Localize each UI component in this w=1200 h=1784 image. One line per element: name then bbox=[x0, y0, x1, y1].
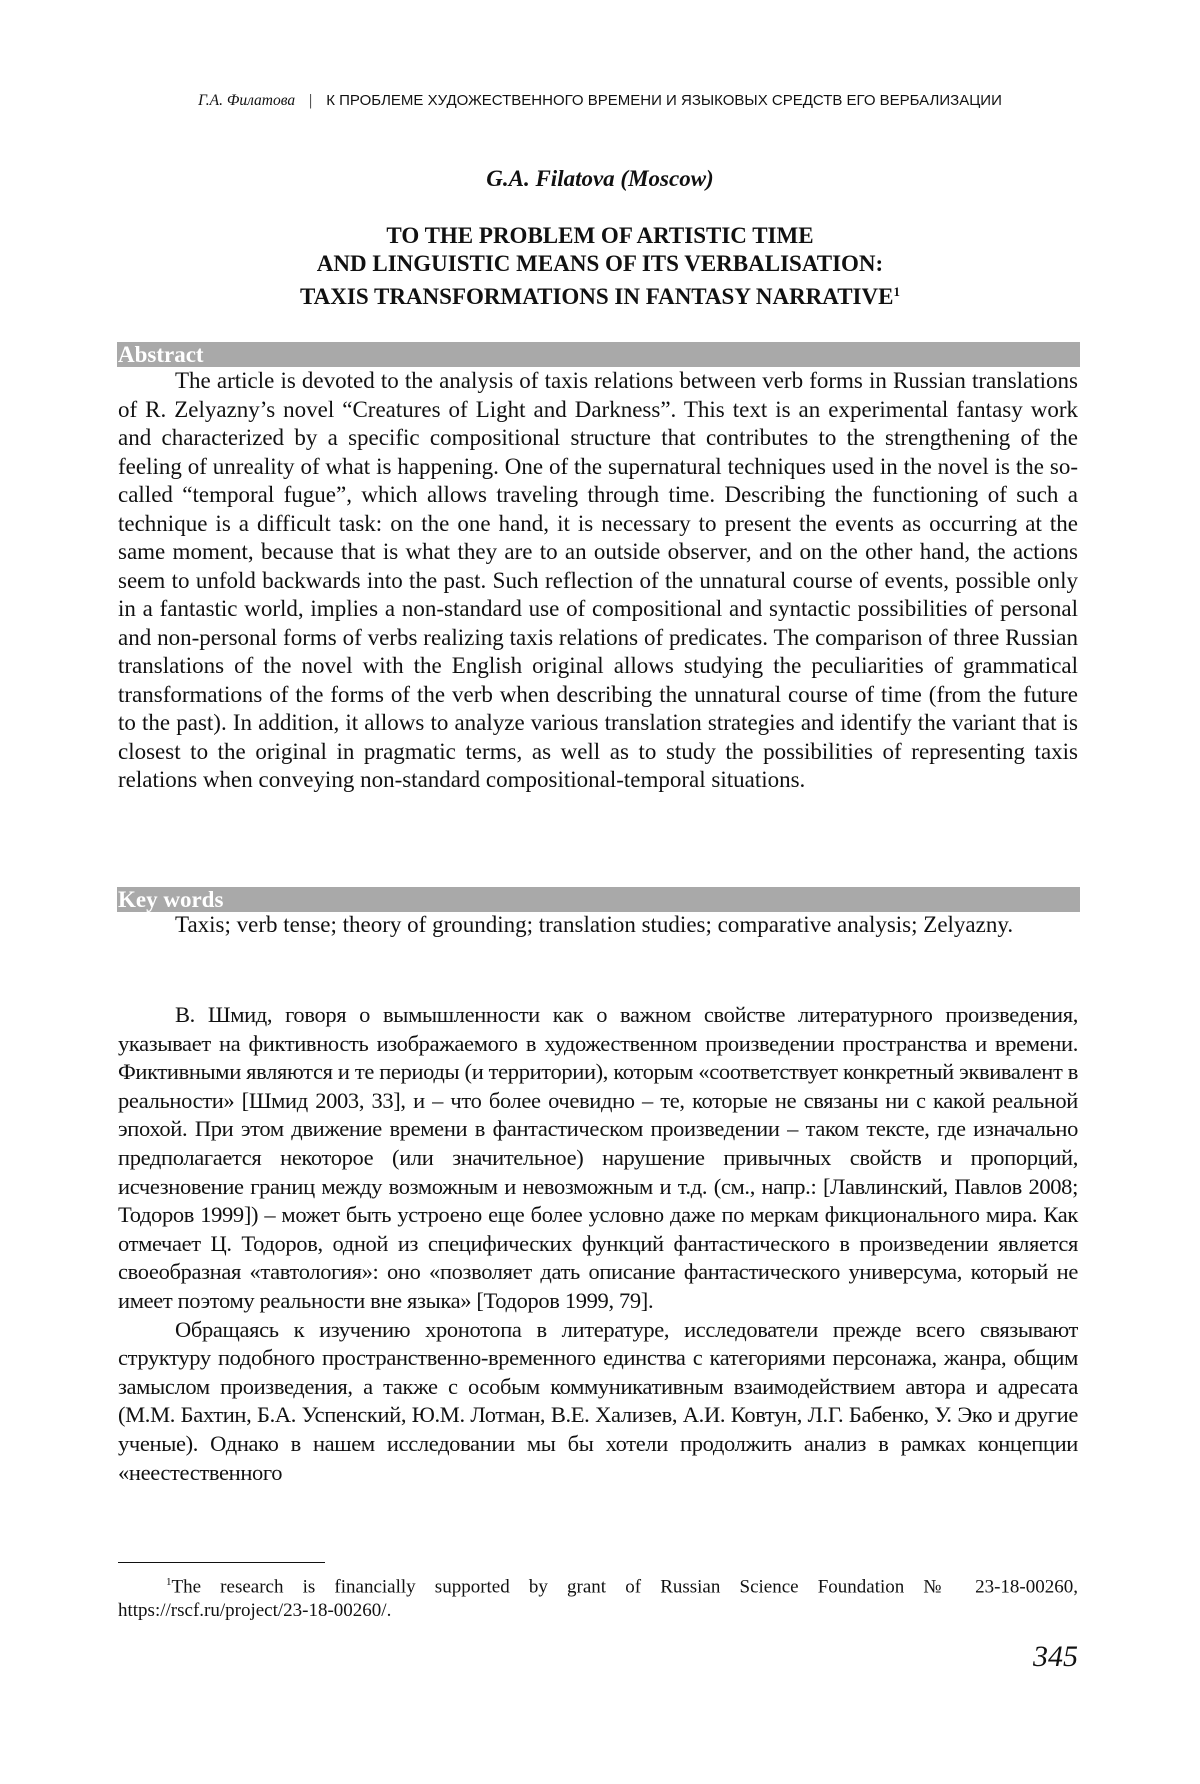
footnote bbox=[118, 1570, 1078, 1623]
running-header bbox=[0, 92, 1200, 110]
title-line-2: AND LINGUISTIC MEANS OF ITS VERBALISATION: bbox=[316, 251, 884, 276]
main-text bbox=[118, 1001, 1078, 1487]
body-paragraph-2: Обращаясь к изучению хронотопа в литературе, исследователи прежде всего связывают структуру подобного пространственно-временного единства с категориями персонажа, жанра, общим замыслом произведения, а также с особым коммуникативным взаимодействием автора и адресата (М.М. Бахтин, Б.А. Успенский, Ю.М. Лотман, В.Е. Хализев, А.И. Ковтун, Л.Г. Бабенко, У. Эко и другие ученые). Однако в нашем исследовании мы бы хотели продолжить анализ в рамках концепции «неестественного bbox=[118, 1316, 1078, 1485]
footnote-rule bbox=[118, 1562, 325, 1563]
abstract-heading: Abstract bbox=[117, 342, 1080, 367]
keywords-heading: Key words bbox=[117, 887, 1080, 912]
body-paragraph-1: В. Шмид, говоря о вымышленности как о важном свойстве литературного произведения, указывает на фиктивность изображаемого в художественном произведении пространства и времени. Фиктивными являются и те периоды (и территории), которым «соответствует конкретный эквивалент в реальности» [Шмид 2003, 33], и – что более очевидно – те, которые не связаны ни с какой реальной эпохой. При этом движение времени в фантастическом произведении – таком тексте, где изначально предполагается некоторое (или значительное) нарушение привычных свойств и пропорций, исчезновение границ между возможным и невозможным и т.д. (см., напр.: [Лавлинский, Павлов 2008; Тодоров 1999]) – может быть устроено еще более условно даже по меркам фикционального мира. Как отмечает Ц. Тодоров, одной из специфических функций фантастического в произведении является своеобразная «тавтология»: оно «позволяет дать описание фантастического универсума, который не имеет поэтому реальности вне языка» [Тодоров 1999, 79]. bbox=[118, 1002, 1078, 1313]
page-number: 345 bbox=[1033, 1640, 1078, 1673]
abstract-paragraph: The article is devoted to the analysis of taxis relations between verb forms in Russian translations of R. Zelyazny’s novel “Creatures of Light and Darkness”. This text is an experimental fantasy work and characterized by a specific compositional structure that contributes to the strengthening of the feeling of unreality of what is happening. One of the supernatural techniques used in the novel is the so-called “temporal fugue”, which allows traveling through time. Describing the functioning of such a technique is a difficult task: on the one hand, it is necessary to present the events as occurring at the same moment, because that is what they are to an outside observer, and on the other hand, the actions seem to unfold backwards into the past. Such reflection of the unnatural course of events, possible only in a fantastic world, implies a non-standard use of compositional and syntactic possibilities of personal and non-personal forms of verbs realizing taxis relations of predicates. The comparison of three Russian translations of the novel with the English original allows studying the peculiarities of grammatical transformations of the forms of the verb when describing the unnatural course of time (from the future to the past). In addition, it allows to analyze various translation strategies and identify the variant that is closest to the original in pragmatic terms, as well as to study the possibilities of representing taxis relations when conveying non-standard compositional-temporal situations. bbox=[118, 368, 1078, 792]
header-title: К ПРОБЛЕМЕ ХУДОЖЕСТВЕННОГО ВРЕМЕНИ И ЯЗЫКОВЫХ СРЕДСТВ ЕГО ВЕРБАЛИЗАЦИИ bbox=[326, 92, 1002, 109]
title-line-3 bbox=[0, 278, 1200, 311]
author-byline: G.A. Filatova (Moscow) bbox=[486, 166, 714, 191]
footnote-text: The research is financially supported by grant of Russian Science Foundation № 23-18-00260, https://rscf.ru/project/23-18-00260/. bbox=[118, 1576, 1078, 1622]
title-line-3-text: TAXIS TRANSFORMATIONS IN FANTASY NARRATIVE bbox=[300, 284, 894, 309]
header-separator: | bbox=[309, 92, 313, 109]
title-footnote-mark: 1 bbox=[893, 284, 900, 299]
header-author: Г.А. Филатова bbox=[198, 92, 296, 109]
abstract-body bbox=[118, 367, 1078, 795]
title-line-1: TO THE PROBLEM OF ARTISTIC TIME bbox=[386, 223, 814, 248]
article-title bbox=[0, 222, 1200, 311]
footnote-mark: 1 bbox=[166, 1576, 172, 1588]
keywords-body bbox=[118, 911, 1078, 940]
keywords-paragraph: Taxis; verb tense; theory of grounding; translation studies; comparative analysis; Zelyazny. bbox=[175, 912, 1014, 937]
